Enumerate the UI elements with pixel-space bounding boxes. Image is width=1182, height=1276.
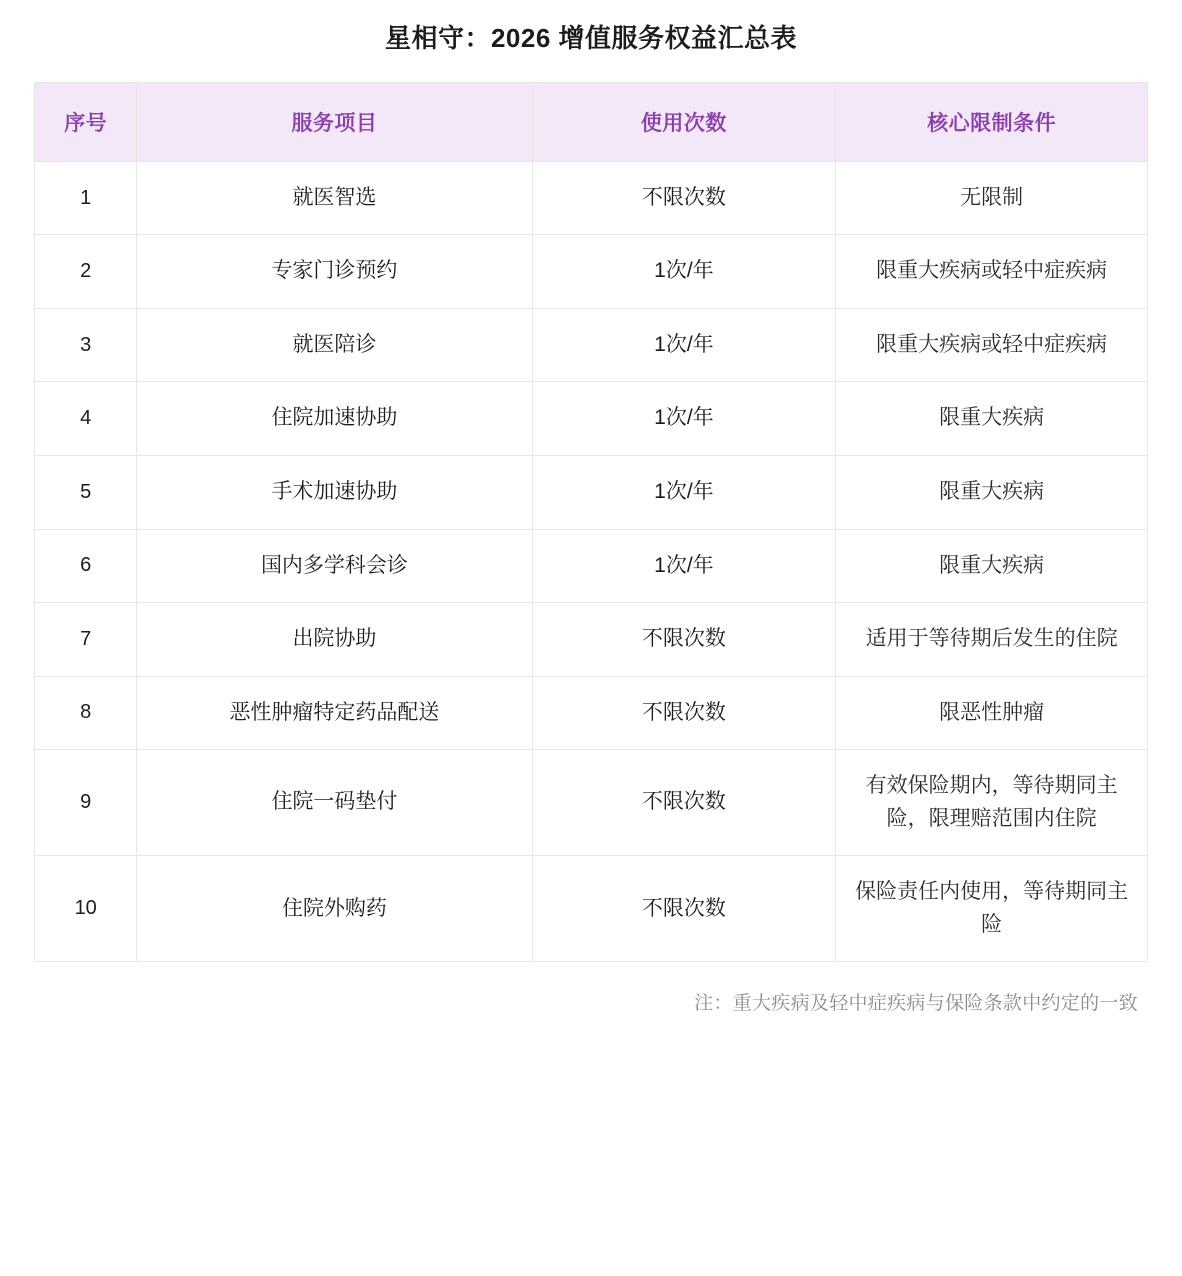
table-row <box>35 529 1148 603</box>
cell-usage-count: 不限次数 <box>532 856 836 962</box>
cell-restriction: 适用于等待期后发生的住院 <box>836 603 1148 677</box>
cell-index: 2 <box>35 235 137 309</box>
table-row <box>35 161 1148 235</box>
cell-restriction: 有效保险期内，等待期同主险，限理赔范围内住院 <box>836 750 1148 856</box>
column-header-index: 序号 <box>35 82 137 161</box>
cell-service-item: 手术加速协助 <box>137 455 532 529</box>
cell-restriction: 限重大疾病或轻中症疾病 <box>836 308 1148 382</box>
table-row <box>35 235 1148 309</box>
table-row <box>35 308 1148 382</box>
table-row <box>35 455 1148 529</box>
cell-usage-count: 不限次数 <box>532 603 836 677</box>
cell-index: 7 <box>35 603 137 677</box>
page-title: 星相守：2026 增值服务权益汇总表 <box>384 23 798 53</box>
cell-service-item: 出院协助 <box>137 603 532 677</box>
cell-usage-count: 1次/年 <box>532 529 836 603</box>
table-container <box>0 82 1182 963</box>
cell-index: 3 <box>35 308 137 382</box>
cell-usage-count: 1次/年 <box>532 382 836 456</box>
cell-restriction: 限重大疾病或轻中症疾病 <box>836 235 1148 309</box>
cell-service-item: 住院加速协助 <box>137 382 532 456</box>
table-row <box>35 382 1148 456</box>
cell-index: 4 <box>35 382 137 456</box>
column-header-service-item: 服务项目 <box>137 82 532 161</box>
table-row <box>35 603 1148 677</box>
cell-service-item: 恶性肿瘤特定药品配送 <box>137 676 532 750</box>
cell-usage-count: 不限次数 <box>532 161 836 235</box>
column-header-usage-count: 使用次数 <box>532 82 836 161</box>
cell-service-item: 国内多学科会诊 <box>137 529 532 603</box>
cell-restriction: 保险责任内使用，等待期同主险 <box>836 856 1148 962</box>
cell-restriction: 限重大疾病 <box>836 529 1148 603</box>
cell-usage-count: 不限次数 <box>532 750 836 856</box>
cell-usage-count: 1次/年 <box>532 235 836 309</box>
cell-index: 8 <box>35 676 137 750</box>
cell-service-item: 专家门诊预约 <box>137 235 532 309</box>
cell-usage-count: 不限次数 <box>532 676 836 750</box>
cell-service-item: 就医陪诊 <box>137 308 532 382</box>
cell-index: 10 <box>35 856 137 962</box>
cell-service-item: 住院一码垫付 <box>137 750 532 856</box>
table-row <box>35 676 1148 750</box>
cell-index: 1 <box>35 161 137 235</box>
cell-usage-count: 1次/年 <box>532 455 836 529</box>
cell-usage-count: 1次/年 <box>532 308 836 382</box>
footnote: 注：重大疾病及轻中症疾病与保险条款中约定的一致 <box>694 993 1138 1015</box>
table-body <box>35 161 1148 962</box>
cell-service-item: 就医智选 <box>137 161 532 235</box>
cell-index: 6 <box>35 529 137 603</box>
cell-restriction: 限重大疾病 <box>836 455 1148 529</box>
table-header <box>35 82 1148 161</box>
benefits-table <box>34 82 1148 963</box>
cell-service-item: 住院外购药 <box>137 856 532 962</box>
cell-restriction: 限重大疾病 <box>836 382 1148 456</box>
cell-index: 9 <box>35 750 137 856</box>
table-row <box>35 856 1148 962</box>
table-row <box>35 750 1148 856</box>
cell-restriction: 无限制 <box>836 161 1148 235</box>
column-header-core-restrictions: 核心限制条件 <box>836 82 1148 161</box>
table-header-row <box>35 82 1148 161</box>
cell-index: 5 <box>35 455 137 529</box>
cell-restriction: 限恶性肿瘤 <box>836 676 1148 750</box>
